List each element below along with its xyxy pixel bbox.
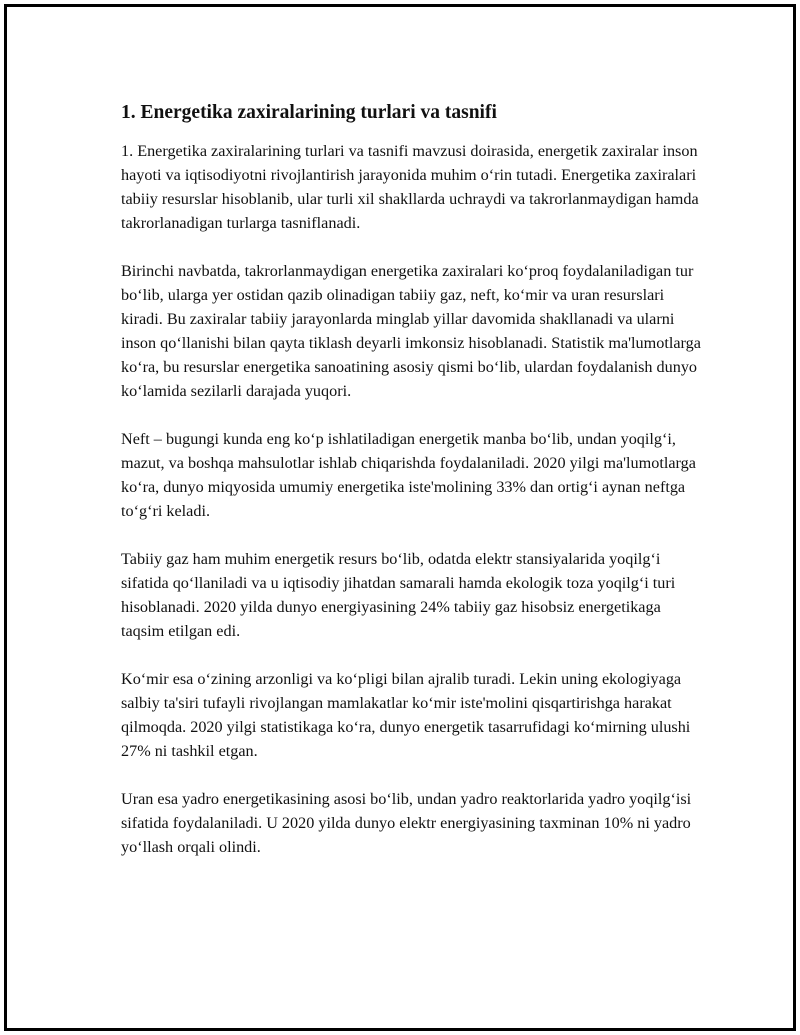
paragraph-natural-gas: Tabiiy gaz ham muhim energetik resurs bo‘lib, odatda elektr stansiyalarida yoqilg‘i sifatida qo‘llaniladi va u iqtisodiy jihatdan samarali hamda ekologik toza yoqilg‘i turi hisoblanadi. 2020 yilda dunyo energiyasining 24% tabiiy gaz hisobsiz energetikaga taqsim etilgan edi. <box>121 550 676 640</box>
paragraph-nonrenewable: Birinchi navbatda, takrorlanmaydigan energetika zaxiralari ko‘proq foydalaniladigan tur bo‘lib, ularga yer ostidan qazib olinadigan tabiiy gaz, neft, ko‘mir va uran resurslari kiradi. Bu zaxiralar tabiiy jarayonlarda minglab yillar davomida shakllanadi va ularni inson qo‘llanishi bilan qayta tiklash deyarli imkonsiz hisoblanadi. Statistik ma'lumotlarga ko‘ra, bu resurslar energetika sanoatining asosiy qismi bo‘lib, ulardan foydalanish dunyo ko‘lamida sezilarli darajada yuqori. <box>121 262 701 400</box>
document-title: 1. Energetika zaxiralarining turlari va tasnifi <box>121 102 497 123</box>
paragraph-uranium: Uran esa yadro energetikasining asosi bo‘lib, undan yadro reaktorlarida yadro yoqilg‘isi sifatida foydalaniladi. U 2020 yilda dunyo elektr energiyasining taxminan 10% ni yadro yo‘llash orqali olindi. <box>121 790 692 856</box>
paragraph-coal: Ko‘mir esa o‘zining arzonligi va ko‘pligi bilan ajralib turadi. Lekin uning ekologiyaga salbiy ta'siri tufayli rivojlangan mamlakatlar ko‘mir iste'molini qisqartirishga harakat qilmoqda. 2020 yilgi statistikaga ko‘ra, dunyo energetik tasarrufidagi ko‘mirning ulushi 27% ni tashkil etgan. <box>121 670 691 760</box>
paragraph-oil: Neft – bugungi kunda eng ko‘p ishlatiladigan energetik manba bo‘lib, undan yoqilg‘i, mazut, va boshqa mahsulotlar ishlab chiqarishda foydalaniladi. 2020 yilgi ma'lumotlarga ko‘ra, dunyo miqyosida umumiy energetika iste'molining 33% dan ortig‘i aynan neftga to‘g‘ri keladi. <box>121 430 696 520</box>
document-body <box>121 99 701 883</box>
page-frame <box>4 4 796 1031</box>
paragraph-intro: 1. Energetika zaxiralarining turlari va tasnifi mavzusi doirasida, energetik zaxiralar inson hayoti va iqtisodiyotni rivojlantirish jarayonida muhim o‘rin tutadi. Energetika zaxiralari tabiiy resurslar hisoblanib, ular turli xil shakllarda uchraydi va takrorlanmaydigan hamda takrorlanadigan turlarga tasniflanadi. <box>121 142 699 232</box>
